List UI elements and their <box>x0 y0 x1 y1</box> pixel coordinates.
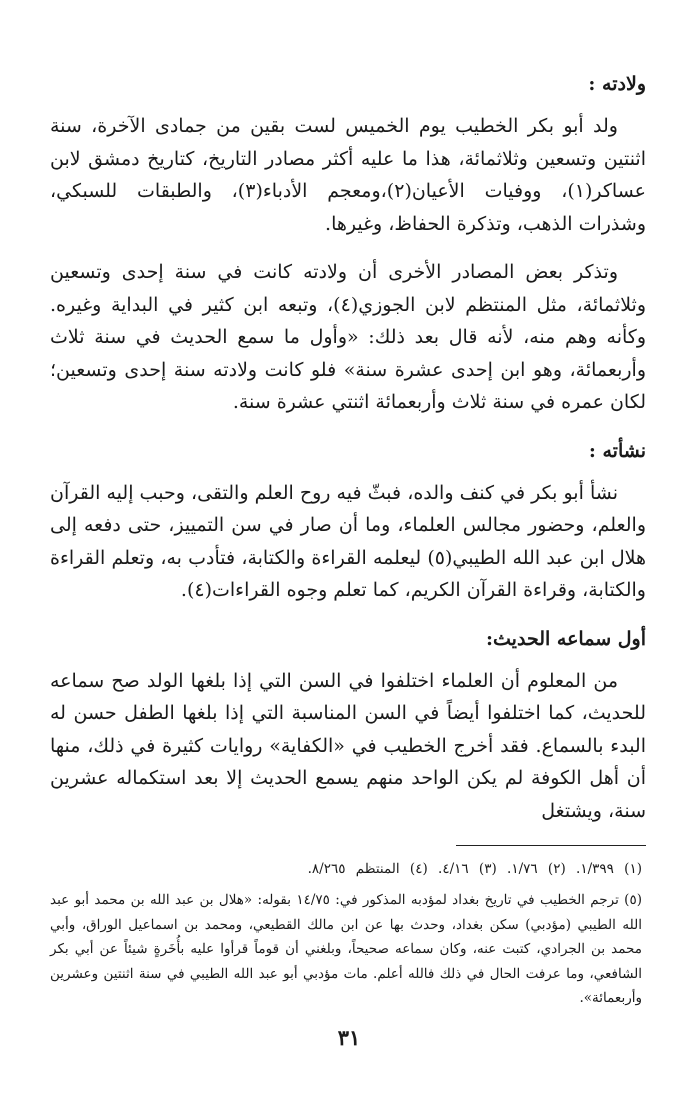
footnote-references: (١) ١/٣٩٩. (٢) ١/٧٦. (٣) ٤/١٦. (٤) المنتظم ٨/٢٦٥. <box>307 861 642 877</box>
section-heading-first-hearing: أول سماعه الحديث: <box>486 627 646 650</box>
paragraph-first-hearing: من المعلوم أن العلماء اختلفوا في السن التي إذا بلغها الولد صح سماعه للحديث، كما اختلفوا أيضاً في السن المناسبة التي إذا بلغها الطفل حسن له البدء بالسماع. فقد أخرج الخطيب في «الكفاية» روايات كثيرة في ذلك، منها أن أهل الكوفة لم يكن الواحد منهم يسمع الحديث إلا بعد استكماله عشرين سنة، ويشتغل <box>50 669 646 822</box>
paragraph-birth-alt-sources: وتذكر بعض المصادر الأخرى أن ولادته كانت في سنة إحدى وتسعين وثلاثمائة، مثل المنتظم لابن الجوزي(٤)، وتبعه ابن كثير في البداية وغيره. وكأنه وهم منه، لأنه قال بعد ذلك: «وأول ما سمع الحديث في سنة ثلاث وأربعمائة، وهو ابن إحدى عشرة سنة» فلو كانت ولادته سنة إحدى وتسعين؛ لكان عمره في سنة ثلاث وأربعمائة اثنتي عشرة سنة. <box>50 261 646 413</box>
footnote-five: (٥) ترجم الخطيب في تاريخ بغداد لمؤدبه المذكور في: ١٤/٧٥ بقوله: «هلال بن عبد الله بن محمد أبو عبد الله الطيبي (مؤدبي) سكن بغداد، وحدث بها عن ابن مالك القطيعي، ومحمد بن اسماعيل الوراق، وأبي محمد بن الجرادي، كتبت عنه، وكان سماعه صحيحاً، وبلغني أن قوماً قرأوا عليه بأُخَرةٍ شيئاً عن أبي بكر الشافعي، وما عرفت الحال في ذلك فالله أعلم. مات مؤدبي أبو عبد الله الطيبي في سنة اثنتين وعشرين وأربعمائة». <box>50 892 642 1006</box>
section-heading-birth: ولادته : <box>588 73 646 95</box>
page-number: ٣١ <box>337 1025 361 1050</box>
paragraph-upbringing: نشأ أبو بكر في كنف والده، فبثّ فيه روح العلم والتقى، وحبب إليه القرآن والعلم، وحضور مجالس العلماء، وما أن صار في سن التمييز، حتى دفعه إلى هلال ابن عبد الله الطيبي(٥) ليعلمه القراءة والكتابة، فتأدب به، وتعلم القراءة والكتابة، وقراءة القرآن الكريم، كما تعلم وجوه القراءات(٤). <box>50 481 646 601</box>
paragraph-birth-date: ولد أبو بكر الخطيب يوم الخميس لست بقين من جمادى الآخرة، سنة اثنتين وتسعين وثلاثمائة، هذا ما عليه أكثر مصادر التاريخ، كتاريخ دمشق لابن عساكر(١)، ووفيات الأعيان(٢)،ومعجم الأدباء(٣)، والطبقات للسبكي، وشذرات الذهب، وتذكرة الحفاظ، وغيرها. <box>50 115 647 235</box>
section-heading-upbringing: نشأته : <box>588 439 646 462</box>
footnote-divider <box>456 845 646 846</box>
